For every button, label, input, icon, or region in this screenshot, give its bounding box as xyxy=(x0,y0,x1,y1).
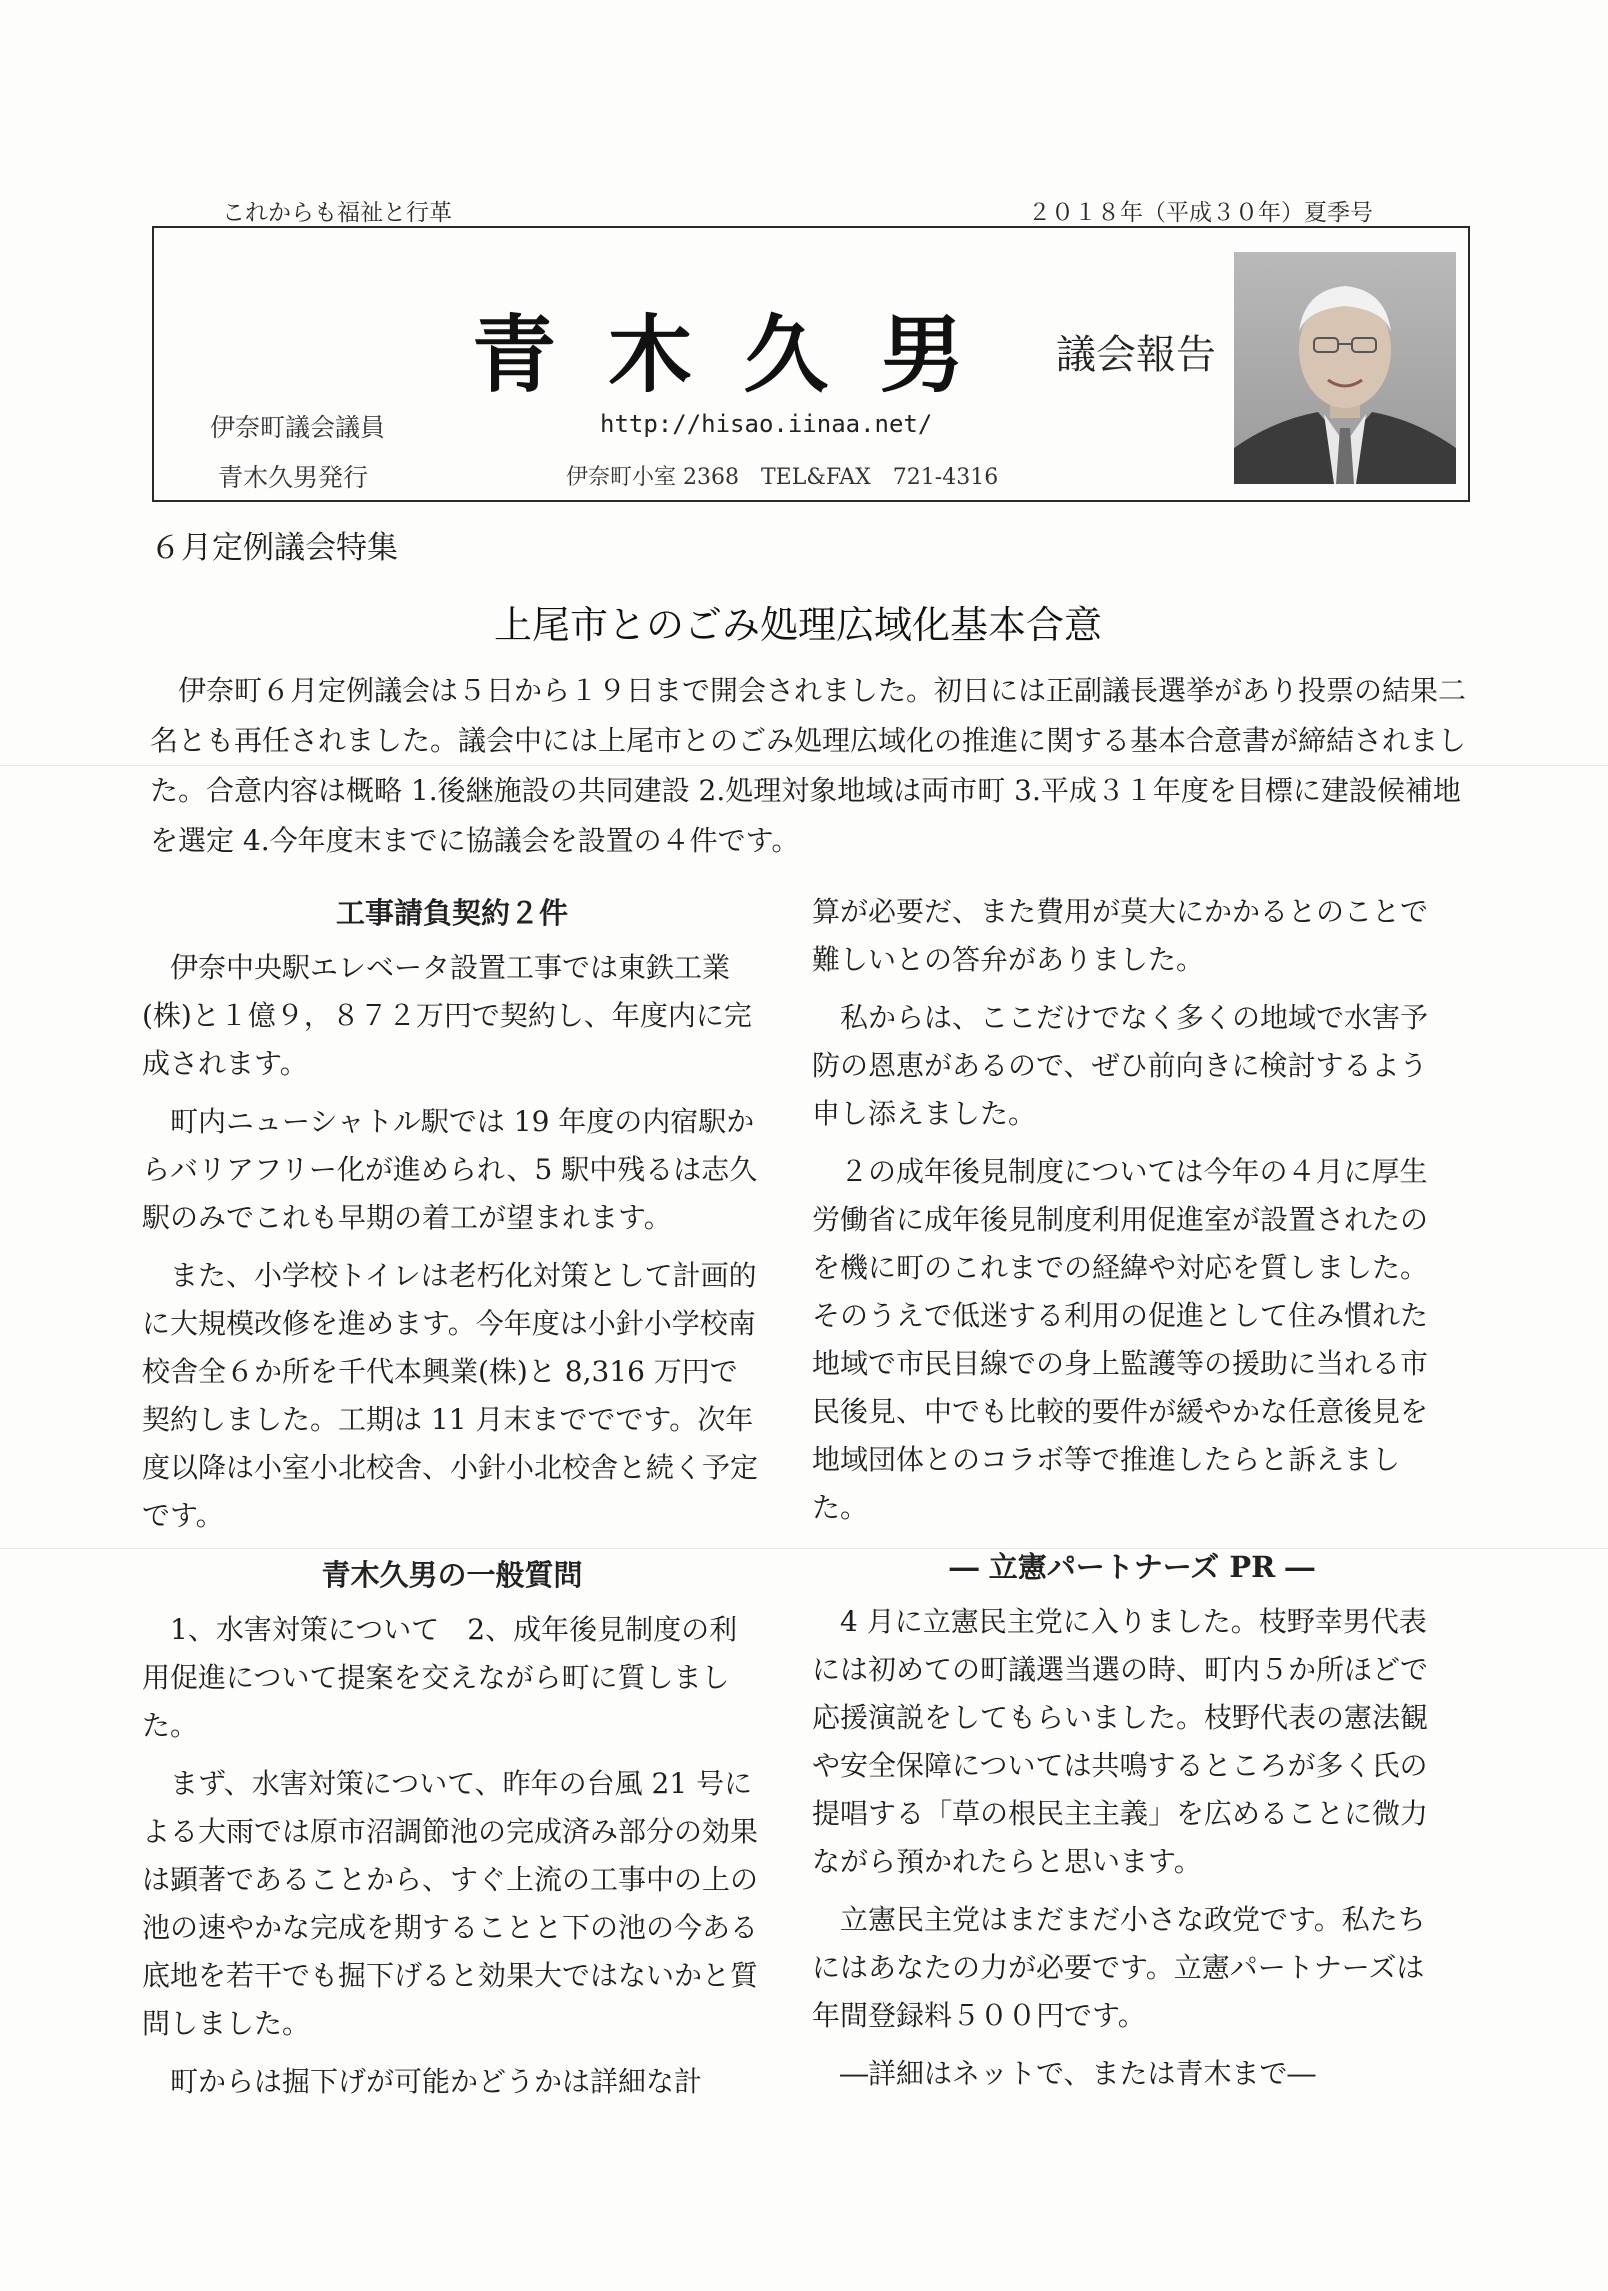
article-paragraph: また、小学校トイレは老朽化対策として計画的に大規模改修を進めます。今年度は小針小学校南校舎全６か所を千代本興業(株)と 8,316 万円で契約しました。工期は 11 月末まででです。次年度以降は小室小北校舎、小針小北校舎と続く予定です。 xyxy=(142,1259,759,1532)
left-column xyxy=(142,888,762,2116)
section-label: ６月定例議会特集 xyxy=(150,530,398,566)
article-paragraph: 町からは掘下げが可能かどうかは詳細な計 xyxy=(170,2065,703,2098)
article-paragraph: まず、水害対策について、昨年の台風 21 号による大雨では原市沼調節池の完成済み部分の効果は顕著であることから、すぐ上流の工事中の上の池の速やかな完成を期することと下の池の今ある底地を若干でも掘下げると効果大ではないかと質問しました。 xyxy=(142,1767,759,2040)
masthead-box xyxy=(152,226,1470,502)
pr-heading: ― 立憲パートナーズ PR ― xyxy=(949,1550,1315,1584)
edition-date: ２０１８年（平成３０年）夏季号 xyxy=(1028,200,1373,226)
intro-paragraph: 伊奈町６月定例議会は５日から１９日まで開会されました。初日には正副議長選挙があり投票の結果二名とも再任されました。議会中には上尾市とのごみ処理広域化の推進に関する基本合意書が締結されました。合意内容は概略 1.後継施設の共同建設 2.処理対象地域は両市町 3.平成３１年度を目標に建設候補地を選定 4.今年度末までに協議会を設置の４件です。 xyxy=(150,674,1467,857)
article-paragraph: 立憲民主党はまだまだ小さな政党です。私たちにはあなたの力が必要です。立憲パートナーズは年間登録料５００円です。 xyxy=(812,1903,1426,2032)
tagline: これからも福祉と行革 xyxy=(222,200,452,226)
article-paragraph: 町内ニューシャトル駅では 19 年度の内宿駅からバリアフリー化が進められ、5 駅中残るは志久駅のみでこれも早期の着工が望まれます。 xyxy=(142,1105,758,1234)
headline: 上尾市とのごみ処理広域化基本合意 xyxy=(494,603,1103,647)
article-paragraph: 1、水害対策について 2、成年後見制度の利用促進について提案を交えながら町に質しました。 xyxy=(142,1613,738,1742)
article-paragraph: 伊奈中央駅エレベータ設置工事では東鉄工業(株)と１億９，８７２万円で契約し、年度内に完成されます。 xyxy=(142,951,752,1080)
article-paragraph: 私からは、ここだけでなく多くの地域で水害予防の恩恵があるので、ぜひ前向きに検討するよう申し添えました。 xyxy=(812,1001,1429,1130)
publisher: 青木久男発行 xyxy=(218,463,369,492)
website-url: http://hisao.iinaa.net/ xyxy=(600,410,933,438)
article-paragraph: 4 月に立憲民主党に入りました。枝野幸男代表には初めての町議選当選の時、町内５か所ほどで応援演説をしてもらいました。枝野代表の憲法観や安全保障については共鳴するところが多く氏の提唱する「草の根民主主義」を広めることに微力ながら預かれたらと思います。 xyxy=(812,1605,1429,1878)
article-paragraph: 算が必要だ、また費用が莫大にかかるとのことで難しいとの答弁がありました。 xyxy=(812,895,1429,976)
portrait-photo xyxy=(1234,252,1456,484)
column-heading: 青木久男の一般質問 xyxy=(321,1558,583,1592)
member-title: 伊奈町議会議員 xyxy=(210,413,386,442)
newsletter-name: 青木久男 xyxy=(472,305,1017,404)
portrait-image xyxy=(1234,252,1456,484)
report-title: 議会報告 xyxy=(1056,332,1216,378)
signoff-text: ―詳細はネットで、または青木まで― xyxy=(840,2057,1316,2090)
article-paragraph: ２の成年後見制度については今年の４月に厚生労働省に成年後見制度利用促進室が設置されたのを機に町のこれまでの経緯や対応を質しました。そのうえで低迷する利用の促進として住み慣れた地域で市民目線での身上監護等の援助に当れる市民後見、中でも比較的要件が緩やかな任意後見を地域団体とのコラボ等で推進したらと訴えました。 xyxy=(812,1155,1429,1524)
column-heading: 工事請負契約２件 xyxy=(335,896,568,930)
right-column xyxy=(812,888,1452,2108)
contact-address: 伊奈町小室 2368 TEL&FAX 721-4316 xyxy=(566,465,999,490)
